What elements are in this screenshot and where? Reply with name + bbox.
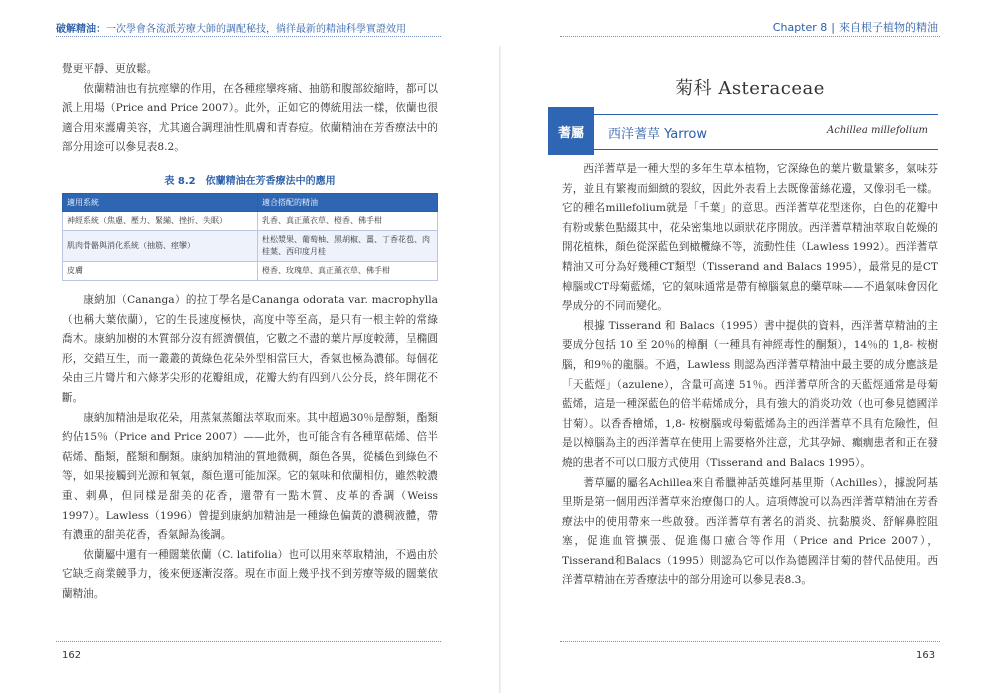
herb-name: 西洋蓍草 Yarrow <box>608 127 708 142</box>
left-page <box>62 60 438 604</box>
paragraph: 覺更平靜、更放鬆。 <box>62 63 158 75</box>
paragraph: 蓍草屬的屬名Achillea來自希臘神話英雄阿基里斯（Achilles），據說阿基里斯是第一個用西洋蓍草來治療傷口的人。這項傳說可以為西洋蓍草精油在芳香療法中的使用帶來一些啟發。西洋蓍草有著名的消炎、抗黏膜炎、舒解鼻腔阻塞，促進血管擴張、促進傷口癒合等作用（Price and Price 2007），Tisserand和Balacs（1995）則認為它可以作為德國洋甘菊的替代品使用。西洋蓍草精油在芳香療法中的部分用途可以參見表8.3。 <box>562 476 938 587</box>
column-header-system: 適用系統 <box>63 193 258 211</box>
chapter-label: Chapter 8 <box>772 21 828 34</box>
paragraph: 依蘭屬中還有一種闊葉依蘭（C. latifolia）也可以用來萃取精油，不過由於它缺乏商業競爭力，後來便逐漸沒落。現在市面上幾乎找不到芳療等級的闊葉依蘭精油。 <box>62 548 438 600</box>
header-separator: | <box>831 21 835 34</box>
right-page <box>557 60 938 591</box>
left-page-number: 162 <box>62 650 82 661</box>
running-header <box>0 0 1000 46</box>
left-footer-rule <box>56 641 441 642</box>
table-cell: 皮膚 <box>63 261 258 280</box>
left-header-rule <box>56 36 441 37</box>
table-title: 表 8.2 依蘭精油在芳香療法中的應用 <box>164 175 336 187</box>
paragraph: 康納加精油是取花朵，用蒸氣蒸餾法萃取而來。其中超過30％是醇類，酯類約佔15％（Price and Price 2007）——此外，也可能含有各種單萜烯、倍半萜烯、酯類，醛類和酮類。康納加精油的質地微稠，顏色各異，從橘色到綠色不等，如果接觸到光源和氧氣，顏色還可能加深。它的氣味和依蘭相仿，雖然較濃重、剌鼻，但同樣是甜美的花香，還帶有一點木質、皮革的香調（Weiss 1997）。Lawless（1996）曾提到康納加精油是一種綠色偏黃的濃稠液體，帶有濃重的甜美花香，香氣歸為後調。 <box>62 411 438 542</box>
right-header-rule <box>560 36 940 37</box>
book-subtitle: 一次學會各流派芳療大師的調配秘技，徜徉最新的精油科學實證效用 <box>106 24 406 35</box>
table-row <box>63 230 438 261</box>
column-header-oils: 適合搭配的精油 <box>258 193 438 211</box>
table-cell: 杜松漿果、葡萄柚、黑胡椒、薑、丁香花苞、肉桂葉、西印度月桂 <box>258 230 438 261</box>
plant-family-title: 菊科 Asteraceae <box>675 78 825 99</box>
chapter-title: 來自根子植物的精油 <box>839 21 938 34</box>
book-title: 破解精油： <box>56 24 106 35</box>
herb-heading-bar <box>548 114 938 150</box>
right-footer-rule <box>560 641 940 642</box>
table-header-row <box>63 193 438 211</box>
herb-latin-name: Achillea millefolium <box>827 125 928 136</box>
genus-badge: 蓍屬 <box>548 107 594 155</box>
table-cell: 神經系統（焦慮、壓力、緊繃、挫折、失眠） <box>63 211 258 230</box>
right-page-number: 163 <box>916 650 936 661</box>
table-cell: 乳香、真正薰衣草、橙香、佛手柑 <box>258 211 438 230</box>
table-row <box>63 261 438 280</box>
table-cell: 肌肉骨骼與消化系統（抽筋、痙攣） <box>63 230 258 261</box>
left-running-header <box>56 20 406 35</box>
book-spine <box>499 0 501 693</box>
paragraph: 康納加（Cananga）的拉丁學名是Cananga odorata var. macrophylla（也稱大葉依蘭），它的生長速度極快，高度中等至高，是只有一根主幹的常綠喬木。康納加樹的木質部分沒有經濟價值，它數之不盡的葉片厚度較薄，呈橢圓形，交錯互生，而一叢叢的黃綠色花朵外型相當巨大，香氣也極為濃郁。每個花朵由三片彎片和六條茅尖形的花瓣組成，花瓣大約有四到八公分長，終年開花不斷。 <box>62 293 438 404</box>
paragraph: 西洋蓍草是一種大型的多年生草本植物，它深綠色的葉片數量繁多，氣味芬芳，並且有繁複而細緻的裂紋，因此外表看上去既像蕾絲花邊，又像羽毛一樣。它的種名millefolium就是「千葉」的意思。西洋蓍草花型迷你，白色的花瓣中有粉或紫色點綴其中，花朵密集地以頭狀花序開放。西洋蓍草精油萃取自乾燥的開花植株，顏色從深藍色到橄欖綠不等，流動性佳（Lawless 1992）。西洋蓍草精油又可分為好幾種CT類型（Tisserand and Balacs 1995），最常見的是CT樟腦或CT母菊藍烯，它的氣味通常是帶有樟腦氣息的藥草味——不過氣味會因化學成分的不同而變化。 <box>562 163 938 313</box>
oil-applications-table <box>62 193 438 281</box>
paragraph: 依蘭精油也有抗痙攣的作用，在各種痙攣疼痛、抽筋和腹部絞縮時，都可以派上用場（Price and Price 2007）。此外，正如它的傳統用法一樣，依蘭也很適合用來護膚美容，尤其適合調理油性肌膚和青春痘。依蘭精油在芳香療法中的部分用途可以參見表8.2。 <box>62 82 438 154</box>
table-cell: 橙香、玫瑰草、真正薰衣草、佛手柑 <box>258 261 438 280</box>
table-row <box>63 211 438 230</box>
paragraph: 根據 Tisserand 和 Balacs（1995）書中提供的資料，西洋蓍草精油的主要成分包括 10 至 20％的樟酮（一種具有神經毒性的酮類），14％的 1,8- 桉樹腦，和9％的龍腦。不過，Lawless 則認為西洋蓍草精油中最主要的成分應該是「天藍烴」（azulene），含量可高達 51％。西洋蓍草所含的天藍烴通常是母菊藍烯，這是一種深藍色的倍半萜烯成分，具有強大的消炎功效（也可參見德國洋甘菊）。以香香檜烯，1,8- 桉樹腦或母菊藍烯為主的西洋蓍草不具有危險性，但是以樟腦為主的西洋蓍草在使用上需要格外注意，尤其孕婦、癲癇患者和正在發燒的患者不可以口服方式使用（Tisserand and Balacs 1995）。 <box>562 319 938 469</box>
right-running-header <box>773 19 938 35</box>
